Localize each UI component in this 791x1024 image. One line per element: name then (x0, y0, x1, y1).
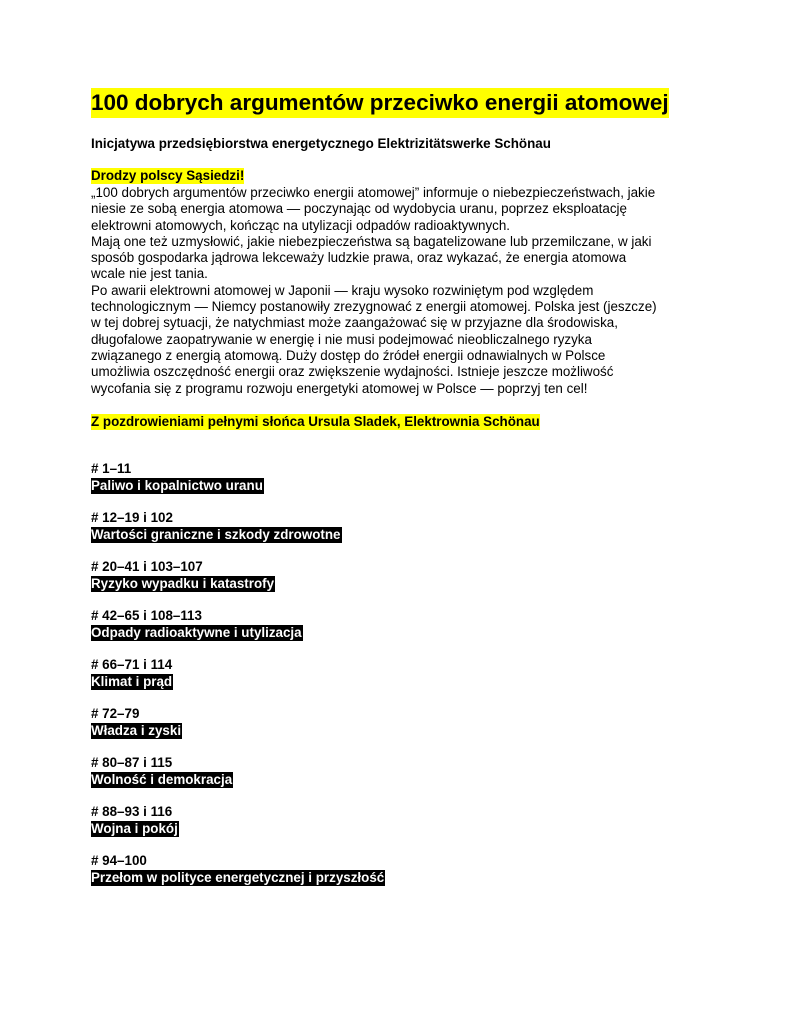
section-title: Ryzyko wypadku i katastrofy (91, 575, 275, 591)
text-line: niesie ze sobą energia atomowa — poczynając od wydobycia uranu, poprzez eksploatację (91, 201, 627, 217)
section-title: Paliwo i kopalnictwo uranu (91, 477, 263, 493)
section-number: # 66–71 i 114 (91, 656, 173, 672)
section-title: Wolność i demokracja (91, 771, 233, 787)
signoff-block (91, 413, 711, 431)
text-line: umożliwia oszczędność energii oraz zwiększenie wydajności. Istnieje jeszcze możliwość (91, 364, 614, 380)
section-item (91, 657, 711, 706)
text-line: elektrowni atomowych, kończąc na utylizacji odpadów radioaktywnych. (91, 217, 511, 233)
text-line: wycofania się z programu rozwoju energetyki atomowej w Polsce — poprzyj ten cel! (91, 380, 588, 396)
text-line: „100 dobrych argumentów przeciwko energii atomowej” informuje o niebezpieczeństwach, jakie (91, 185, 656, 200)
document-subtitle: Inicjatywa przedsiębiorstwa energetycznego Elektrizitätswerke Schönau (91, 136, 551, 151)
signoff: Z pozdrowieniami pełnymi słońca Ursula Sladek, Elektrownia Schönau (91, 413, 540, 429)
text-line: w tej dobrej sytuacji, że natychmiast może zaangażować się w przyjazne dla środowiska, (91, 315, 618, 331)
document-title: 100 dobrych argumentów przeciwko energii atomowej (91, 88, 669, 118)
text-line: długofalowe zaopatrywanie w energię i nie musi podejmować nieobliczalnego ryzyka (91, 331, 592, 347)
intro-text (91, 185, 711, 397)
section-list (91, 461, 711, 902)
section-title: Odpady radioaktywne i utylizacja (91, 624, 302, 640)
section-item (91, 608, 711, 657)
section-title: Przełom w polityce energetycznej i przyszłość (91, 869, 385, 885)
text-line: związanego z energią atomową. Duży dostęp do źródeł energii odnawialnych w Polsce (91, 347, 606, 363)
section-title: Wojna i pokój (91, 820, 178, 836)
text-line: Po awarii elektrowni atomowej w Japonii — kraju wysoko rozwiniętym pod względem (91, 282, 594, 298)
section-number: # 20–41 i 103–107 (91, 558, 203, 574)
text-line: technologicznym — Niemcy postanowiły zrezygnować z energii atomowej. Polska jest (jeszcze) (91, 299, 657, 315)
section-number: # 72–79 (91, 705, 140, 721)
section-item (91, 706, 711, 755)
greeting: Drodzy polscy Sąsiedzi! (91, 168, 245, 183)
section-title: Klimat i prąd (91, 673, 173, 689)
section-number: # 42–65 i 108–113 (91, 607, 202, 623)
section-title: Wartości graniczne i szkody zdrowotne (91, 526, 341, 542)
section-item (91, 755, 711, 804)
text-line: Mają one też uzmysłowić, jakie niebezpieczeństwa są bagatelizowane lub przemilczane, w jaki (91, 233, 652, 249)
section-item (91, 804, 711, 853)
section-item (91, 559, 711, 608)
section-item (91, 461, 711, 510)
section-number: # 88–93 i 116 (91, 803, 173, 819)
greeting-block (91, 167, 711, 185)
section-item (91, 510, 711, 559)
text-line: sposób gospodarka jądrowa lekceważy ludzkie prawa, oraz wykazać, że energia atomowa (91, 250, 627, 266)
section-number: # 12–19 i 102 (91, 509, 173, 525)
section-number: # 80–87 i 115 (91, 754, 173, 770)
section-number: # 94–100 (91, 852, 147, 868)
text-line: wcale nie jest tania. (91, 266, 208, 282)
section-item (91, 853, 711, 902)
section-number: # 1–11 (91, 460, 132, 476)
section-title: Władza i zyski (91, 722, 182, 738)
document-page (91, 88, 711, 902)
